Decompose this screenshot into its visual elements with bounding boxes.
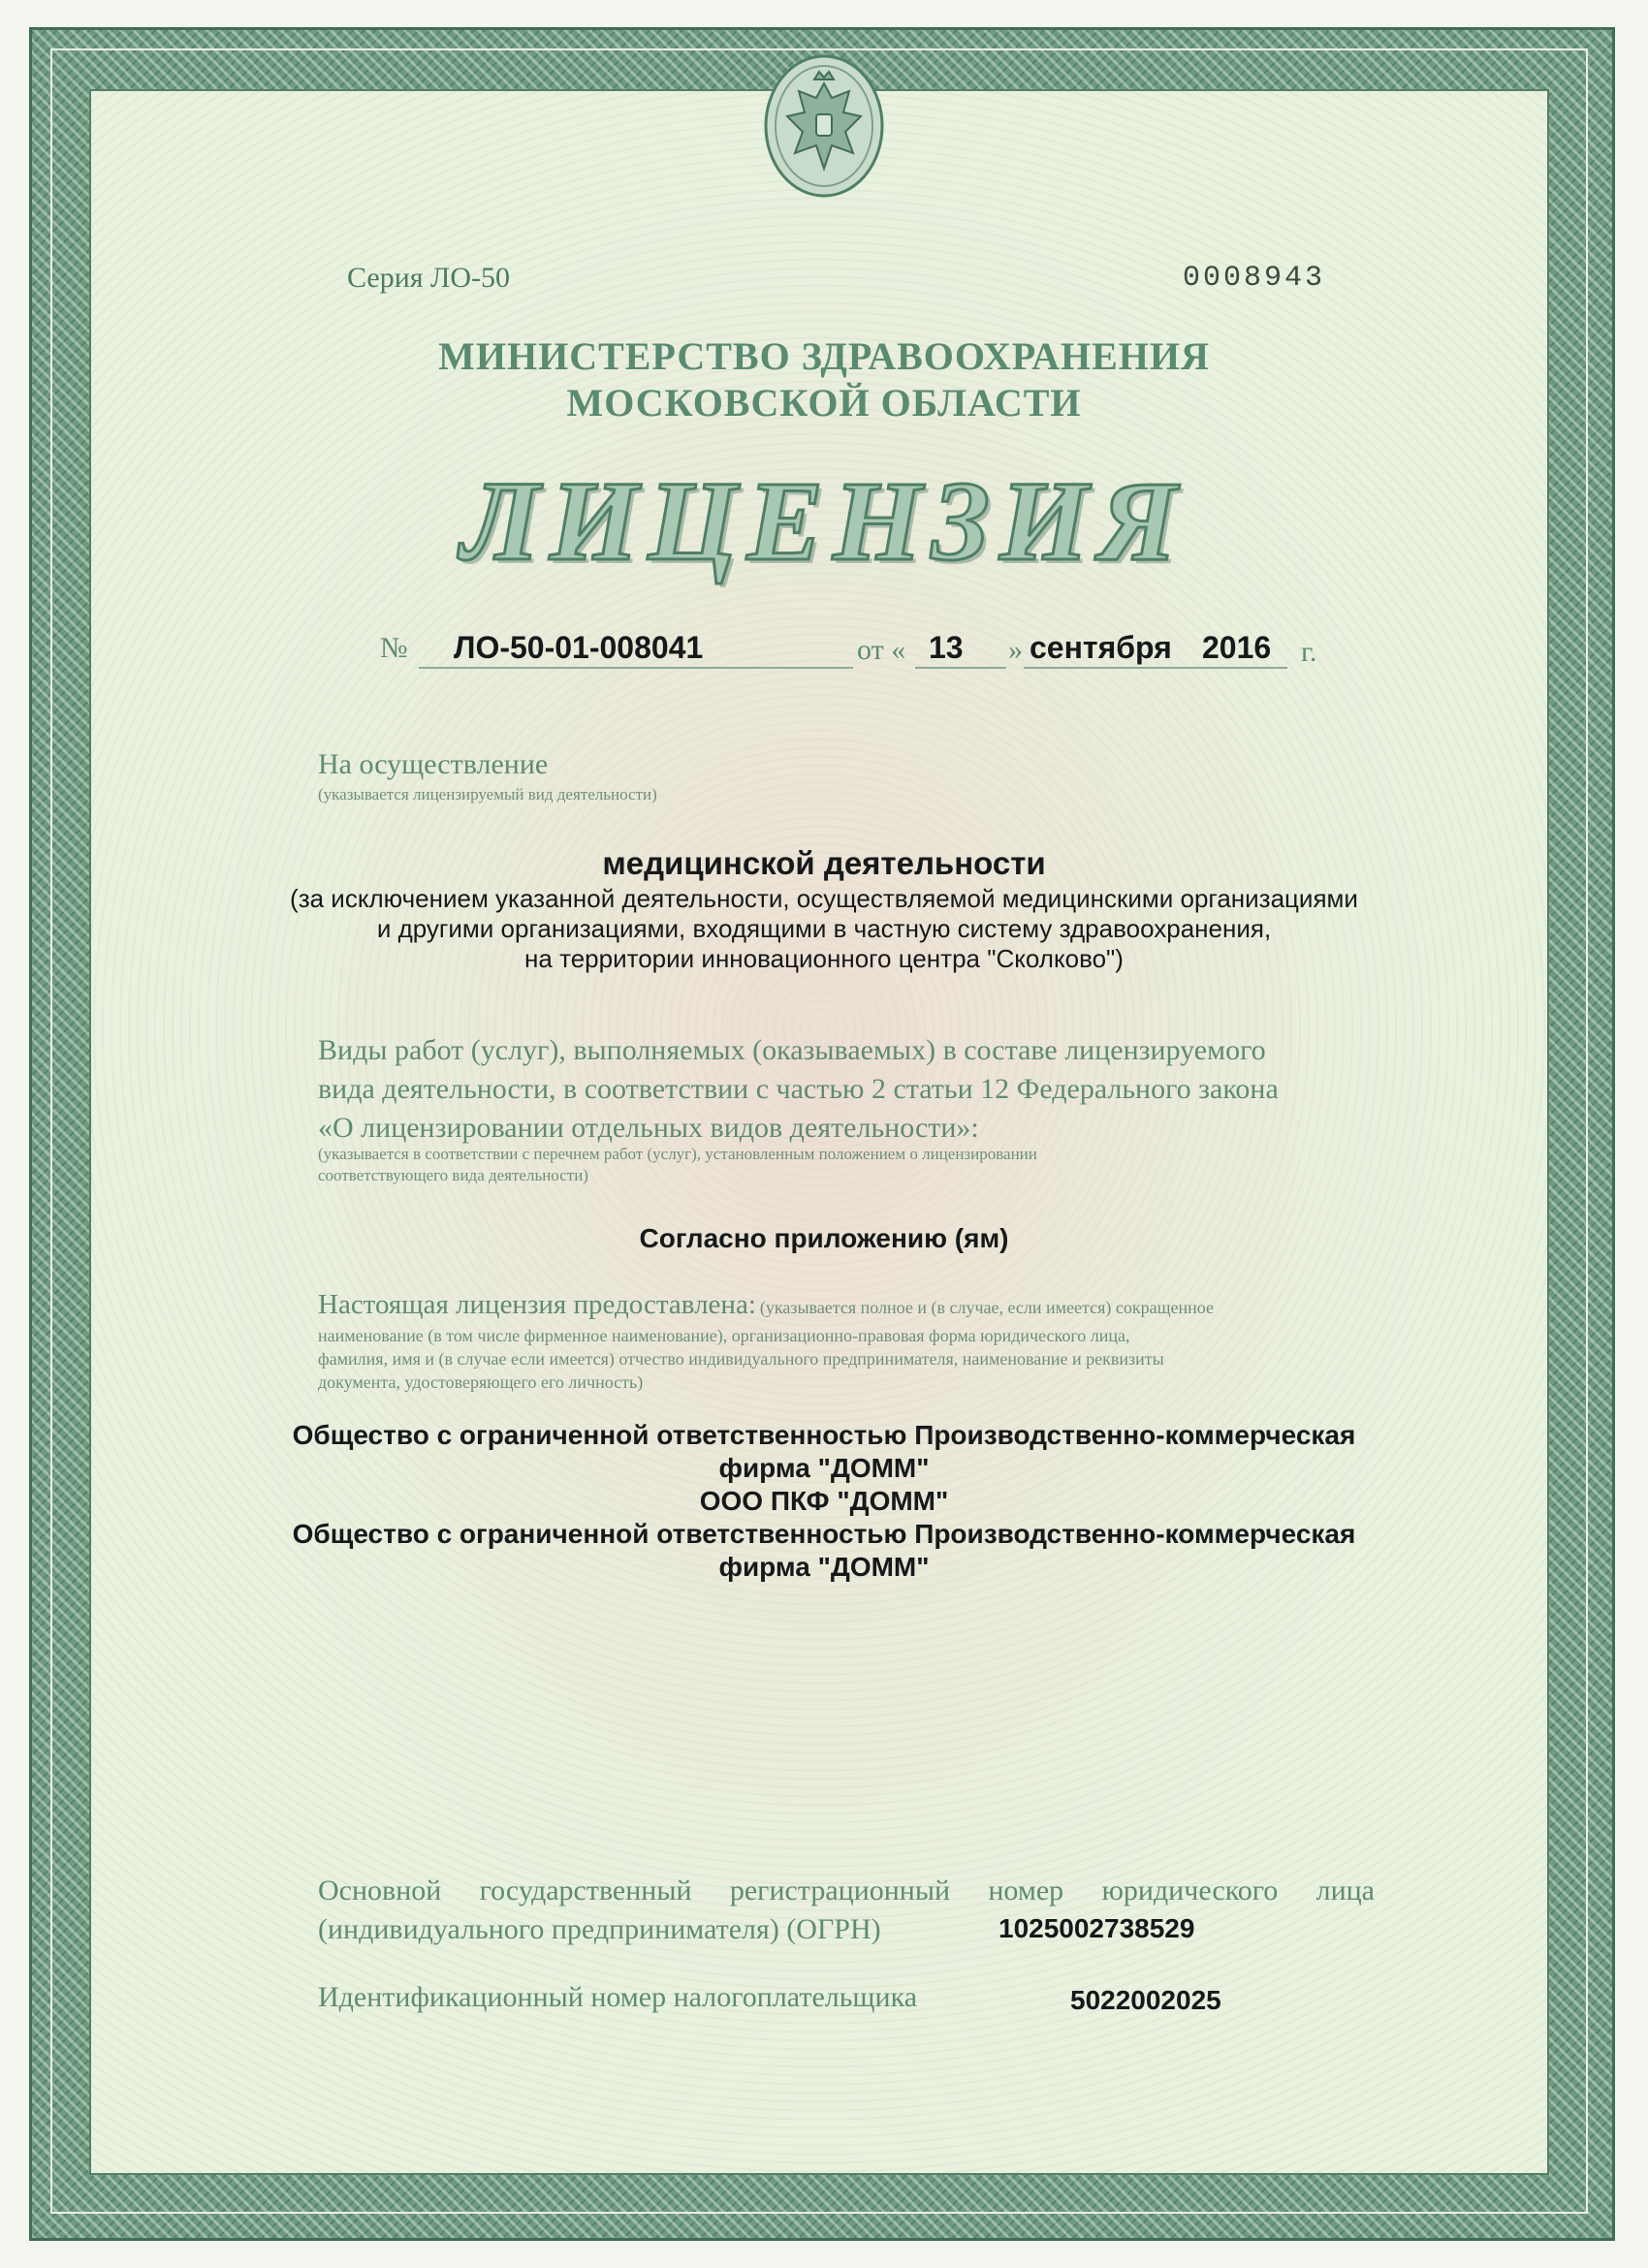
works-hint-line: (указывается в соответствии с перечнем работ (услуг), установленным положением о лицензировании	[318, 1145, 1037, 1163]
licensee-hint-line: документа, удостоверяющего его личность)	[318, 1372, 644, 1392]
licensee-hint-first: (указывается полное и (в случае, если имеется) сокращенное	[759, 1298, 1214, 1317]
licensee-name-line: Общество с ограниченной ответственностью Производственно-коммерческая	[292, 1420, 1356, 1450]
activity-detail-line: и другими организациями, входящими в частную систему здравоохранения,	[376, 914, 1272, 943]
activity-label: На осуществление	[318, 748, 549, 780]
number-sign: №	[380, 632, 408, 664]
works-hint	[318, 1144, 1375, 1186]
day-close-quote: »	[1008, 634, 1023, 666]
licensee-short-name: ООО ПКФ "ДОММ"	[699, 1486, 949, 1516]
ogrn-label-line1: Основной государственный регистрационный номер юридического лица	[318, 1874, 1375, 1906]
day-underline	[915, 667, 1006, 669]
inn-label: Идентификационный номер налогоплательщика	[318, 1981, 918, 2013]
works-label-line: Виды работ (услуг), выполняемых (оказываемых) в составе лицензируемого	[318, 1034, 1266, 1066]
serial-number: 0008943	[1183, 262, 1326, 295]
ogrn-value: 1025002738529	[998, 1913, 1195, 1943]
inn-value: 5022002025	[1070, 1985, 1221, 2015]
license-day: 13	[929, 630, 964, 665]
license-year: 2016	[1202, 630, 1272, 665]
licensee-name-line: фирма "ДОММ"	[718, 1453, 930, 1483]
licensee-name-line: Общество с ограниченной ответственностью Производственно-коммерческая	[292, 1519, 1356, 1549]
license-number: ЛО-50-01-008041	[454, 630, 704, 665]
ogrn-label-line2: (индивидуального предпринимателя) (ОГРН)	[318, 1913, 881, 1945]
licensee-hint-line: фамилия, имя и (в случае если имеется) отчество индивидуального предпринимателя, наименование и реквизиты	[318, 1349, 1164, 1369]
activity-hint: (указывается лицензируемый вид деятельности)	[318, 785, 657, 803]
licensee-hint-line: наименование (в том числе фирменное наименование), организационно-правовая форма юридического лица,	[318, 1326, 1130, 1345]
licensee-hint	[318, 1324, 1375, 1394]
activity-detail-line: (за исключением указанной деятельности, осуществляемой медицинскими организациями	[290, 884, 1358, 913]
coat-of-arms-emblem	[764, 54, 884, 198]
license-month: сентября	[1030, 630, 1172, 665]
works-value: Согласно приложению (ям)	[639, 1223, 1009, 1253]
document-title: ЛИЦЕНЗИЯ	[460, 457, 1188, 584]
year-suffix: г.	[1301, 636, 1317, 668]
licensee-name-line: фирма "ДОММ"	[718, 1552, 930, 1582]
licensee-label: Настоящая лицензия предоставлена:	[318, 1289, 756, 1320]
number-underline	[419, 667, 853, 669]
licensee-name-block	[0, 1419, 1648, 1584]
activity-details	[0, 884, 1648, 974]
licensee-label-row	[318, 1289, 1375, 1321]
month-year-underline	[1024, 667, 1287, 669]
activity-detail-line: на территории инновационного центра "Сколково")	[524, 944, 1124, 973]
from-label: от «	[857, 634, 906, 666]
works-label-line: «О лицензировании отдельных видов деятельности»:	[318, 1112, 979, 1144]
works-label	[318, 1031, 1279, 1148]
activity-title: медицинской деятельности	[602, 845, 1046, 881]
works-label-line: вида деятельности, в соответствии с частью 2 статьи 12 Федерального закона	[318, 1073, 1279, 1105]
works-hint-line: соответствующего вида деятельности)	[318, 1166, 588, 1184]
ministry-title-line1: МИНИСТЕРСТВО ЗДРАВООХРАНЕНИЯ	[438, 334, 1210, 378]
series-label: Серия ЛО-50	[347, 262, 511, 294]
ministry-title-line2: МОСКОВСКОЙ ОБЛАСТИ	[566, 381, 1082, 425]
